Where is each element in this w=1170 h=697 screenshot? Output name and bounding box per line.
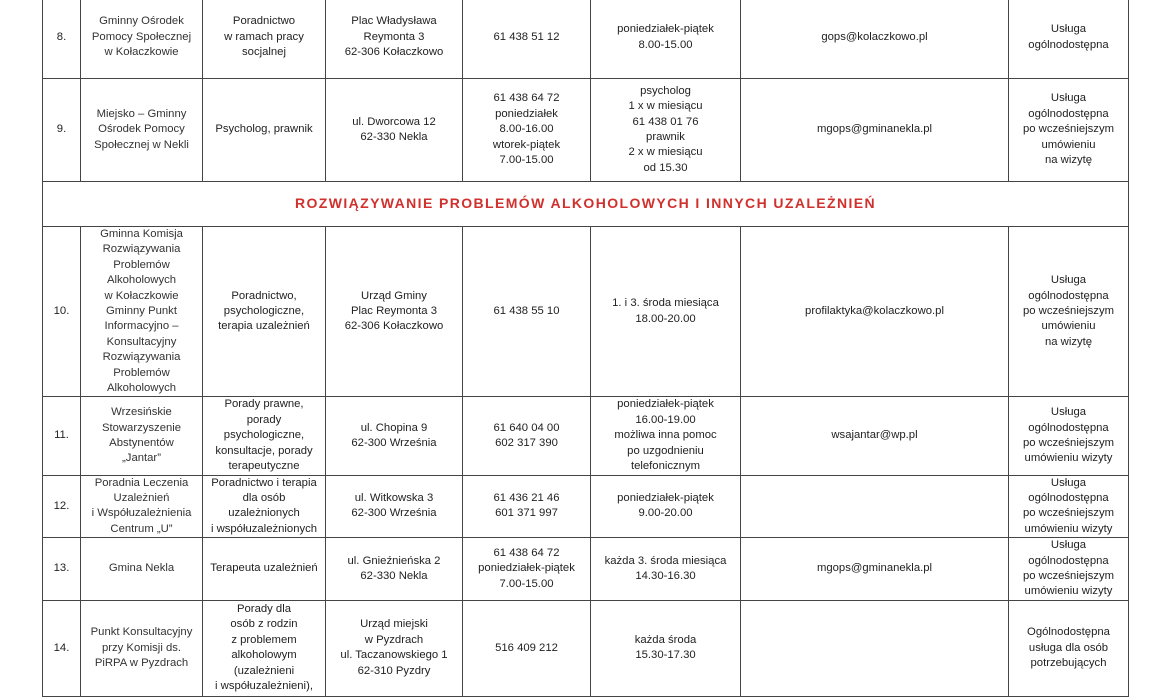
row-number-cell <box>43 0 81 79</box>
row-number: 8. <box>56 30 67 43</box>
phone-cell <box>463 227 591 397</box>
table-row <box>43 538 1129 601</box>
opening-hours: 1. i 3. środa miesiąca 18.00-20.00 <box>612 297 719 325</box>
table-row <box>43 227 1129 397</box>
table-row <box>43 79 1129 182</box>
opening-hours: psycholog 1 x w miesiącu 61 438 01 76 prawnik 2 x w miesiącu od 15.30 <box>628 84 703 174</box>
access-info-cell <box>1009 475 1129 538</box>
opening-hours: poniedziałek-piątek 16.00-19.00 możliwa inna pomoc po uzgodnieniu telefonicznym <box>614 398 717 473</box>
row-number-cell <box>43 475 81 538</box>
address-cell <box>326 0 463 79</box>
address: Urząd Gminy Plac Reymonta 3 62-306 Kołaczkowo <box>344 289 444 333</box>
service-type-cell <box>203 475 326 538</box>
phone: 516 409 212 <box>495 641 558 654</box>
phone: 61 640 04 00 602 317 390 <box>493 421 560 449</box>
phone-cell <box>463 538 591 601</box>
address: ul. Dworcowa 12 62-330 Nekla <box>352 115 436 143</box>
email[interactable]: wsajantar@wp.pl <box>831 429 918 442</box>
address-cell <box>326 397 463 475</box>
phone: 61 438 55 10 <box>493 305 560 318</box>
address-cell <box>326 475 463 538</box>
service-type: Poradnictwo i terapia dla osób uzależnionych i współuzależnionych <box>210 476 318 535</box>
service-type: Porady prawne, porady psychologiczne, konsultacje, porady terapeutyczne <box>215 398 313 473</box>
opening-hours-cell <box>591 0 741 79</box>
access-info-cell <box>1009 397 1129 475</box>
row-number: 10. <box>53 305 70 318</box>
email-cell <box>741 79 1009 182</box>
service-type-cell <box>203 538 326 601</box>
email-cell <box>741 600 1009 696</box>
row-number-cell <box>43 538 81 601</box>
organization-name-cell <box>81 227 203 397</box>
service-type-cell <box>203 227 326 397</box>
row-number-cell <box>43 227 81 397</box>
row-number-cell <box>43 79 81 182</box>
address-cell <box>326 600 463 696</box>
email-cell <box>741 475 1009 538</box>
row-number: 13. <box>53 562 70 575</box>
phone-cell <box>463 79 591 182</box>
email-cell <box>741 227 1009 397</box>
email[interactable]: mgops@gminanekla.pl <box>816 123 933 136</box>
organization-name-cell <box>81 600 203 696</box>
address: Plac Władysława Reymonta 3 62-306 Kołaczkowo <box>344 15 444 59</box>
phone-cell <box>463 0 591 79</box>
organization-name: Punkt Konsultacyjny przy Komisji ds. PiRPA w Pyzdrach <box>90 626 193 669</box>
phone: 61 436 21 46 601 371 997 <box>493 491 560 520</box>
address-cell <box>326 227 463 397</box>
access-info-cell <box>1009 79 1129 182</box>
phone-cell <box>463 397 591 475</box>
email-cell <box>741 397 1009 475</box>
service-type: Terapeuta uzależnień <box>210 562 318 575</box>
opening-hours-cell <box>591 227 741 397</box>
row-number: 14. <box>53 641 70 654</box>
organization-name-cell <box>81 79 203 182</box>
organization-name: Miejsko – Gminny Ośrodek Pomocy Społecznej w Nekli <box>94 107 189 151</box>
organization-name: Gminna Komisja Rozwiązywania Problemów Alkoholowych w Kołaczkowie Gminny Punkt Informacyjno – Konsultacyjny Rozwiązywania Problemów Alkoholowych <box>100 228 183 395</box>
access-info: Usługa ogólnodostępna po wcześniejszym umówieniu wizyty <box>1022 539 1115 598</box>
opening-hours-cell <box>591 397 741 475</box>
service-type-cell <box>203 600 326 696</box>
opening-hours: poniedziałek-piątek 9.00-20.00 <box>617 491 714 520</box>
access-info: Usługa ogólnodostępna po wcześniejszym umówieniu wizyty <box>1022 406 1115 465</box>
address: Urząd miejski w Pyzdrach ul. Taczanowskiego 1 62-310 Pyzdry <box>340 618 448 677</box>
service-type: Psycholog, prawnik <box>215 123 313 136</box>
organization-name-cell <box>81 538 203 601</box>
opening-hours-cell <box>591 79 741 182</box>
address-cell <box>326 538 463 601</box>
opening-hours-cell <box>591 475 741 538</box>
opening-hours: poniedziałek-piątek 8.00-15.00 <box>617 23 714 51</box>
organization-name-cell <box>81 475 203 538</box>
table-row <box>43 600 1129 696</box>
address-cell <box>326 79 463 182</box>
email-cell <box>741 538 1009 601</box>
service-type-cell <box>203 79 326 182</box>
row-number: 12. <box>53 499 70 512</box>
organization-name-cell <box>81 0 203 79</box>
access-info-cell <box>1009 0 1129 79</box>
access-info: Usługa ogólnodostępna po wcześniejszym umówieniu na wizytę <box>1022 274 1115 348</box>
service-type-cell <box>203 397 326 475</box>
table-row <box>43 397 1129 475</box>
email[interactable]: gops@kolaczkowo.pl <box>821 30 928 43</box>
row-number: 9. <box>56 123 67 136</box>
access-info-cell <box>1009 227 1129 397</box>
services-table <box>42 0 1129 697</box>
service-type-cell <box>203 0 326 79</box>
service-type: Poradnictwo w ramach pracy socjalnej <box>224 15 304 59</box>
email[interactable]: profilaktyka@kolaczkowo.pl <box>805 305 944 318</box>
row-number: 11. <box>54 429 69 442</box>
address: ul. Witkowska 3 62-300 Września <box>351 491 437 520</box>
table-row <box>43 475 1129 538</box>
phone-cell <box>463 600 591 696</box>
access-info-cell <box>1009 538 1129 601</box>
organization-name: Wrzesińskie Stowarzyszenie Abstynentów „Jantar” <box>101 406 182 465</box>
opening-hours-cell <box>591 538 741 601</box>
phone: 61 438 64 72 poniedziałek 8.00-16.00 wtorek-piątek 7.00-15.00 <box>492 92 561 167</box>
address: ul. Gnieźnieńska 2 62-330 Nekla <box>347 554 441 582</box>
row-number-cell <box>43 600 81 696</box>
opening-hours: każda 3. środa miesiąca 14.30-16.30 <box>604 554 727 582</box>
service-type: Poradnictwo, psychologiczne, terapia uzależnień <box>218 289 310 333</box>
email[interactable]: mgops@gminanekla.pl <box>816 562 933 575</box>
organization-name: Gmina Nekla <box>108 562 175 575</box>
row-number-cell <box>43 397 81 475</box>
phone: 61 438 51 12 <box>493 30 560 43</box>
organization-name: Poradnia Leczenia Uzależnień i Współuzależnienia Centrum „U” <box>91 476 192 535</box>
address: ul. Chopina 9 62-300 Września <box>351 421 437 449</box>
opening-hours-cell <box>591 600 741 696</box>
organization-name: Gminny Ośrodek Pomocy Społecznej w Kołaczkowie <box>91 15 192 59</box>
section-row <box>43 182 1129 227</box>
access-info-cell <box>1009 600 1129 696</box>
email-cell <box>741 0 1009 79</box>
organization-name-cell <box>81 397 203 475</box>
access-info: Usługa ogólnodostępna po wcześniejszym umówieniu wizyty <box>1022 476 1115 535</box>
access-info: Usługa ogólnodostępna po wcześniejszym umówieniu na wizytę <box>1022 92 1115 167</box>
phone-cell <box>463 475 591 538</box>
section-heading: ROZWIĄZYWANIE PROBLEMÓW ALKOHOLOWYCH I INNYCH UZALEŻNIEŃ <box>43 182 1129 227</box>
table-row <box>43 0 1129 79</box>
opening-hours: każda środa 15.30-17.30 <box>634 633 697 662</box>
access-info: Ogólnodostępna usługa dla osób potrzebujących <box>1027 626 1110 669</box>
service-type: Porady dla osób z rodzin z problemem alkoholowym (uzależnieni i współuzależnieni), <box>215 603 313 693</box>
phone: 61 438 64 72 poniedziałek-piątek 7.00-15.00 <box>478 546 575 590</box>
access-info: Usługa ogólnodostępna <box>1028 23 1109 51</box>
